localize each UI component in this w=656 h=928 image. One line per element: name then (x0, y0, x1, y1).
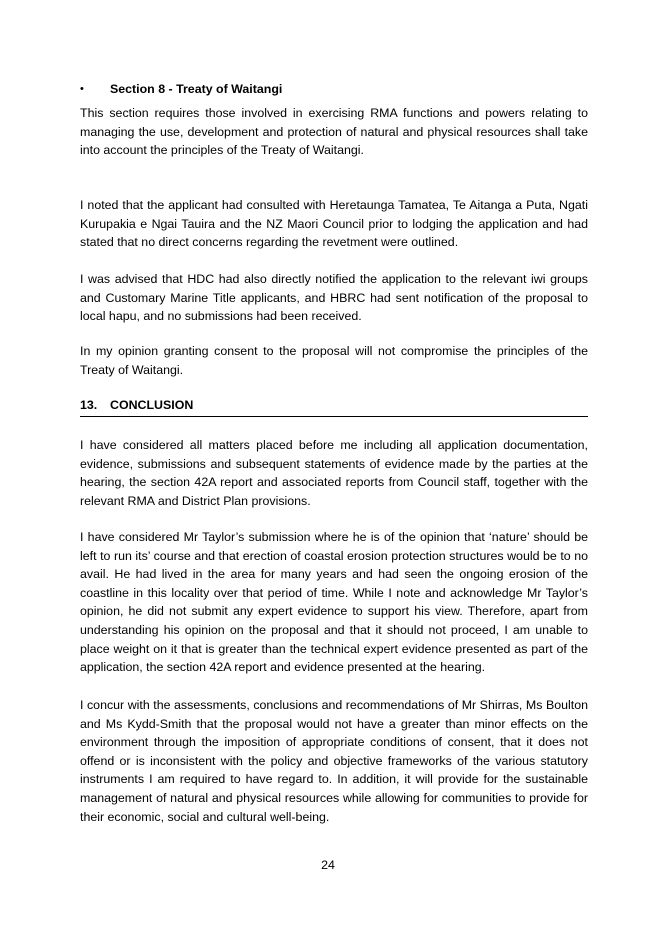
section-8-heading (80, 80, 600, 98)
section-8-paragraph-1: This section requires those involved in exercising RMA functions and powers relating to managing the use, development and protection of natural and physical resources shall take into account the principles of the Treaty of Waitangi. (80, 106, 588, 158)
section-8-paragraph-2: I noted that the applicant had consulted with Heretaunga Tamatea, Te Aitanga a Puta, Ngati Kurupakia e Ngai Tauira and the NZ Maori Council prior to lodging the application and had stated that no direct concerns regarding the revetment were outlined. (80, 198, 588, 250)
section-8-paragraph-3: I was advised that HDC had also directly notified the application to the relevant iwi groups and Customary Marine Title applicants, and HBRC had sent notification of the proposal to local hapu, and no submissions had been received. (80, 272, 588, 324)
bullet-icon: • (80, 83, 84, 95)
conclusion-paragraph-1: I have considered all matters placed before me including all application documentation, evidence, submissions and subsequent statements of evidence made by the parties at the hearing, the section 42A report and associated reports from Council staff, together with the relevant RMA and District Plan provisions. (80, 438, 588, 508)
page-number: 24 (321, 858, 335, 872)
conclusion-heading (80, 396, 588, 417)
section-8-title: Section 8 - Treaty of Waitangi (110, 82, 283, 96)
section-8-paragraph-4: In my opinion granting consent to the proposal will not compromise the principles of the Treaty of Waitangi. (80, 344, 588, 377)
conclusion-title: CONCLUSION (110, 398, 194, 412)
conclusion-number: 13. (80, 398, 98, 412)
conclusion-paragraph-3: I concur with the assessments, conclusions and recommendations of Mr Shirras, Ms Boulton and Ms Kydd-Smith that the proposal would not have a greater than minor effects on the environment through the imposition of appropriate conditions of consent, that it does not offend or is inconsistent with the policy and objective frameworks of the various statutory instruments I am required to have regard to. In addition, it will provide for the sustainable management of natural and physical resources while allowing for communities to provide for their economic, social and cultural well-being. (80, 698, 588, 824)
conclusion-paragraph-2: I have considered Mr Taylor’s submission where he is of the opinion that ‘nature’ should be left to run its’ course and that erection of coastal erosion protection structures would be to no avail. He had lived in the area for many years and had seen the ongoing erosion of the coastline in this locality over that period of time. While I note and acknowledge Mr Taylor’s opinion, he did not submit any expert evidence to support his view. Therefore, apart from understanding his opinion on the proposal and that it should not proceed, I am unable to place weight on it that is greater than the technical expert evidence presented as part of the application, the section 42A report and evidence presented at the hearing. (80, 530, 588, 675)
